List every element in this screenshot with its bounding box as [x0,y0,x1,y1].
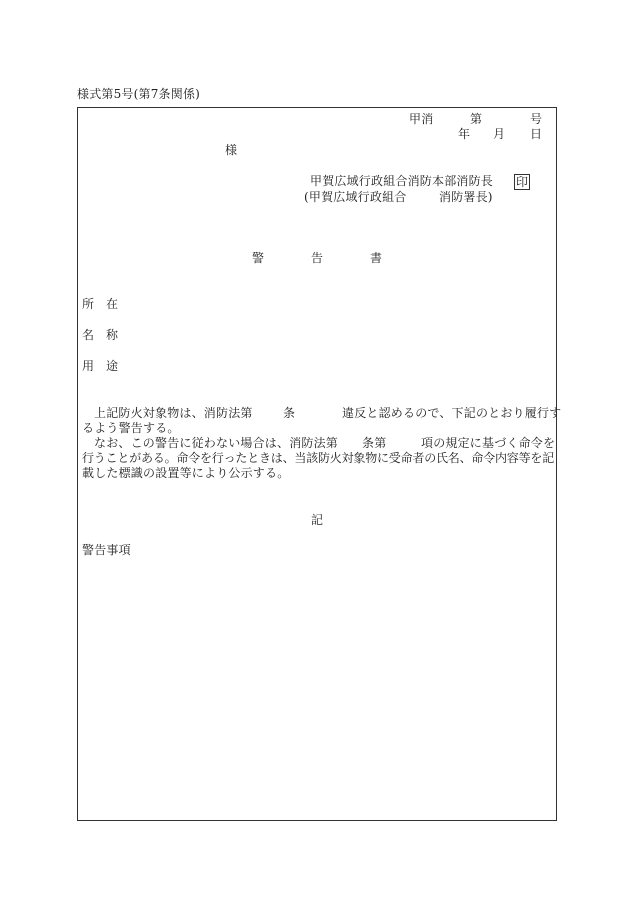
body-p1-a: 上記防火対象物は、消防法第 [94,406,253,420]
doc-number-go: 号 [530,112,543,126]
body-p2-e: 載した標識の設置等により公示する。 [82,466,290,480]
field-use-b: 途 [106,359,119,373]
field-use-a: 用 [82,359,95,373]
body-p2-c: 項の規定に基づく命令を [421,436,556,450]
ki-heading: 記 [311,513,324,527]
title-char-2: 告 [311,251,324,265]
doc-number-dai: 第 [470,112,483,126]
body-p1-d: るよう警告する。 [82,421,180,435]
issuer-line1: 甲賀広域行政組合消防本部消防長 [310,174,494,188]
title-char-1: 警 [252,251,265,265]
body-p1-b: 条 [283,406,296,420]
body-p2-a: なお、この警告に従わない場合は、消防法第 [94,436,339,450]
addressee-suffix: 様 [225,143,238,157]
body-p2-d: 行うことがある。命令を行ったときは、当該防火対象物に受命者の氏名、命令内容等を記 [82,451,555,465]
seal-stamp [514,171,530,190]
field-name-a: 名 [82,328,95,342]
body-p2-b: 条第 [362,436,387,450]
issuer-line2-close: 消防署長) [439,190,493,204]
issuer-line2-open: (甲賀広域行政組合 [304,190,407,204]
field-location-a: 所 [82,297,95,311]
seal-text: 印 [516,175,529,189]
field-location-b: 在 [106,297,119,311]
date-day: 日 [530,127,543,141]
title-char-3: 書 [370,251,383,265]
field-name-b: 称 [106,328,119,342]
body-p1-c: 違反と認めるので、下記のとおり履行す [342,406,562,420]
date-month: 月 [493,127,506,141]
doc-number-prefix: 甲消 [409,112,434,126]
warning-items-label: 警告事項 [82,543,131,557]
form-label: 様式第5号(第7条関係) [77,87,201,101]
date-year: 年 [458,127,471,141]
